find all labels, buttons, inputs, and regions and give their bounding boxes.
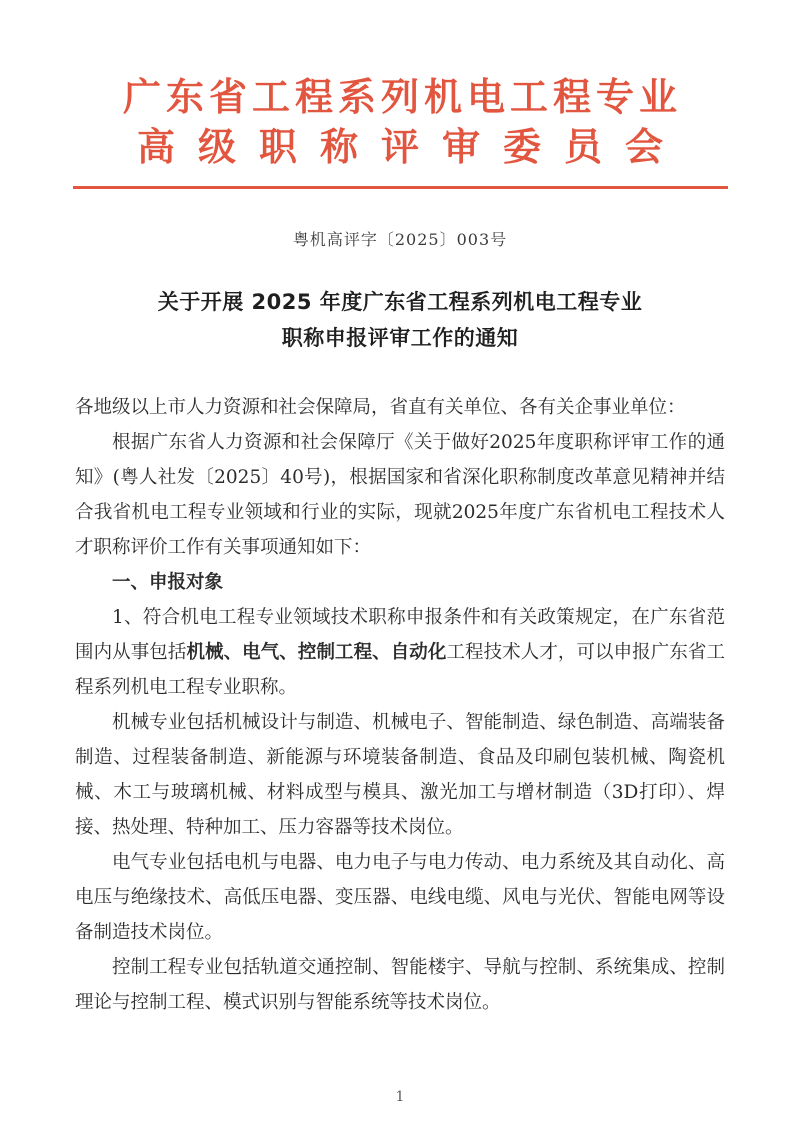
section-heading-applicants: 一、申报对象 — [112, 572, 224, 593]
page-number: 1 — [395, 1089, 405, 1105]
letterhead — [0, 0, 800, 189]
page-title-line-2: 职称申报评审工作的通知 — [281, 326, 519, 350]
letterhead-line-1: 广东省工程系列机电工程专业 — [122, 74, 682, 119]
paragraph-electrical-scope: 电气专业包括电机与电器、电力电子与电力传动、电力系统及其自动化、高电压与绝缘技术、高低压电器、变压器、电线电缆、风电与光伏、智能电网等设备制造技术岗位。 — [75, 852, 725, 943]
page-title — [0, 284, 800, 356]
item-1-bold-disciplines: 机械、电气、控制工程、自动化 — [186, 642, 447, 663]
item-1-applicant-scope — [75, 600, 725, 705]
letterhead-red-rule — [73, 186, 728, 189]
letterhead-line-2: 高级职称评审委员会 — [136, 124, 686, 169]
salutation: 各地级以上市人力资源和社会保障局，省直有关单位、各有关企事业单位： — [75, 397, 686, 418]
document-number: 粤机高评字〔2025〕003号 — [292, 230, 508, 249]
page-title-line-1: 关于开展 2025 年度广东省工程系列机电工程专业 — [157, 290, 643, 314]
document-body — [75, 390, 725, 1020]
paragraph-legal-basis: 根据广东省人力资源和社会保障厅《关于做好2025年度职称评审工作的通知》(粤人社发〔2025〕40号)，根据国家和省深化职称制度改革意见精神并结合我省机电工程专业领域和行业的实际，现就2025年度广东省机电工程技术人才职称评价工作有关事项通知如下： — [75, 432, 725, 558]
paragraph-control-scope: 控制工程专业包括轨道交通控制、智能楼宇、导航与控制、系统集成、控制理论与控制工程、模式识别与智能系统等技术岗位。 — [75, 957, 725, 1013]
item-1-prefix: 1、符合机电工程专业领域技术职称申报条件和有关政策规定，在广东省范围内从事包括 — [75, 607, 725, 663]
item-1-suffix: 工程技术人才，可以申报广东省工程系列机电工程专业职称。 — [75, 642, 725, 698]
paragraph-mechanical-scope: 机械专业包括机械设计与制造、机械电子、智能制造、绿色制造、高端装备制造、过程装备制造、新能源与环境装备制造、食品及印刷包装机械、陶瓷机械、木工与玻璃机械、材料成型与模具、激光加工与增材制造（3D打印）、焊接、热处理、特种加工、压力容器等技术岗位。 — [75, 712, 725, 838]
